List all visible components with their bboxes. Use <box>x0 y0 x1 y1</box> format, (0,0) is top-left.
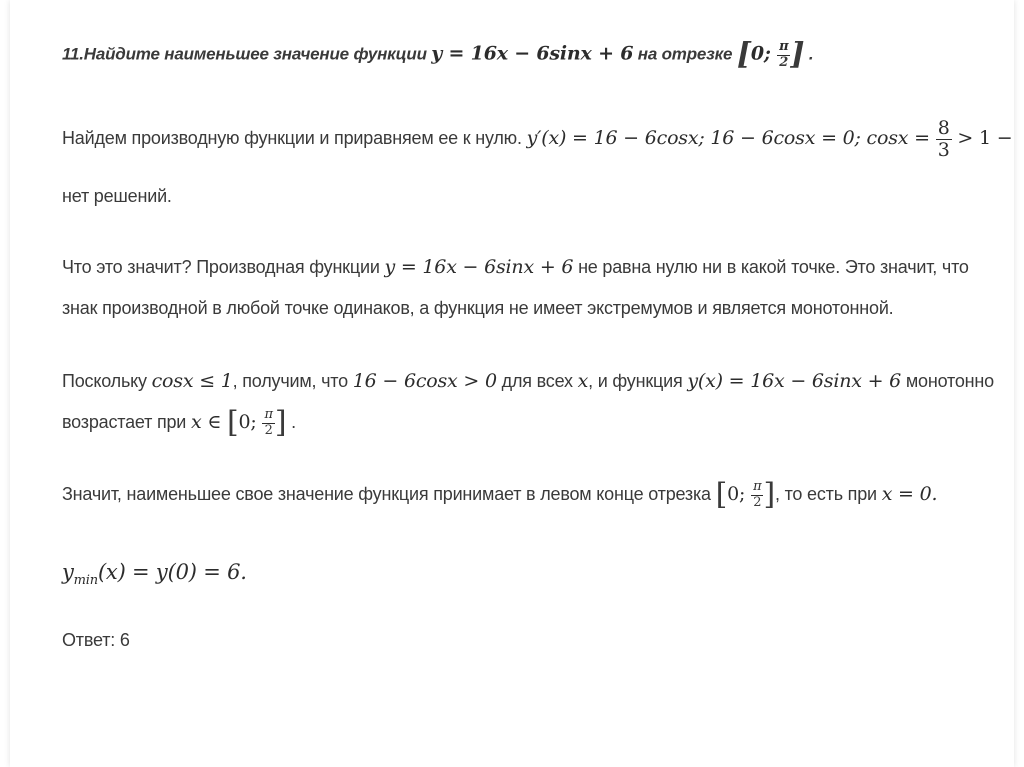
monotonic-line-2 <box>62 405 296 440</box>
derivative-after: > 1 − <box>951 127 1013 150</box>
frac-num: π <box>753 479 762 495</box>
monotonic-text-5: монотонно <box>901 371 994 391</box>
interval-bracket-right: ] <box>274 405 287 440</box>
ymin-rest: (x) = y(0) = 6. <box>97 560 247 584</box>
pi-over-two <box>777 40 790 70</box>
pi-over-two <box>751 480 763 510</box>
meaning-line-2: знак производной в любой точке одинаков, а функция не имеет экстремумов и является монотонной. <box>62 298 894 318</box>
var-x: x <box>577 370 589 392</box>
ymin-line <box>62 560 247 588</box>
interval-bracket-left: [ <box>736 37 751 72</box>
interval-bracket-left: [ <box>227 405 239 440</box>
interval-bracket-right: ] <box>763 477 775 512</box>
frac-num: π <box>779 39 789 55</box>
conclusion-after: , то есть при <box>774 483 882 504</box>
problem-interval-label: на отрезке <box>633 44 737 64</box>
problem-title <box>62 37 814 72</box>
pi-over-two <box>262 408 274 438</box>
interval-bracket-left: [ <box>715 477 728 512</box>
derivative-line <box>62 118 1012 161</box>
frac-den: 2 <box>779 54 789 70</box>
monotonic-text-1: Поскольку <box>62 371 152 391</box>
frac-num: π <box>264 407 273 423</box>
increasing-end: . <box>286 411 296 432</box>
frac-den: 2 <box>264 422 273 438</box>
frac-num: 8 <box>937 117 950 139</box>
meaning-line-1 <box>62 256 969 278</box>
ymin-y: y <box>62 560 74 584</box>
x-equals-zero: x = 0. <box>881 482 938 505</box>
derivative-text: Найдем производную функции и приравняем ее к нулю. <box>62 128 527 149</box>
ymin-sub: min <box>73 573 98 589</box>
conclusion-line <box>62 477 938 512</box>
derivative-formula: y′(x) = 16 − 6cosx; 16 − 6cosx = 0; cosx = <box>526 127 936 150</box>
interval-left-value: 0; <box>727 482 752 505</box>
frac-den: 2 <box>753 494 762 510</box>
answer: Ответ: 6 <box>62 630 130 650</box>
monotonic-line-1 <box>62 370 994 392</box>
no-solutions-line: нет решений. <box>62 186 172 206</box>
monotonic-function: y(x) = 16x − 6sinx + 6 <box>687 370 902 392</box>
interval-left-value: 0; <box>750 42 778 65</box>
monotonic-text-4: , и функция <box>588 371 688 391</box>
problem-title-text: 11.Найдите наименьшее значение функции <box>62 44 432 64</box>
slide <box>10 0 1014 767</box>
meaning-function: y = 16x − 6sinx + 6 <box>384 256 574 278</box>
interval-bracket-right: ] <box>790 37 805 72</box>
problem-end: . <box>804 44 814 64</box>
frac-den: 3 <box>937 138 950 161</box>
x-in: x ∈ <box>190 410 228 433</box>
interval-left-value: 0; <box>238 410 263 433</box>
derivative-positive: 16 − 6cosx > 0 <box>352 370 497 392</box>
conclusion-text: Значит, наименьшее свое значение функция принимает в левом конце отрезка <box>62 483 716 504</box>
cos-inequality: cosx ≤ 1 <box>151 370 233 392</box>
monotonic-text-3: для всех <box>496 371 578 391</box>
meaning-text-2: не равна нулю ни в какой точке. Это значит, что <box>573 257 969 277</box>
fraction-8-3 <box>936 118 952 161</box>
problem-function: y = 16x − 6sinx + 6 <box>431 42 634 65</box>
increasing-text: возрастает при <box>62 411 191 432</box>
meaning-text-1: Что это значит? Производная функции <box>62 257 385 277</box>
monotonic-text-2: , получим, что <box>232 371 353 391</box>
